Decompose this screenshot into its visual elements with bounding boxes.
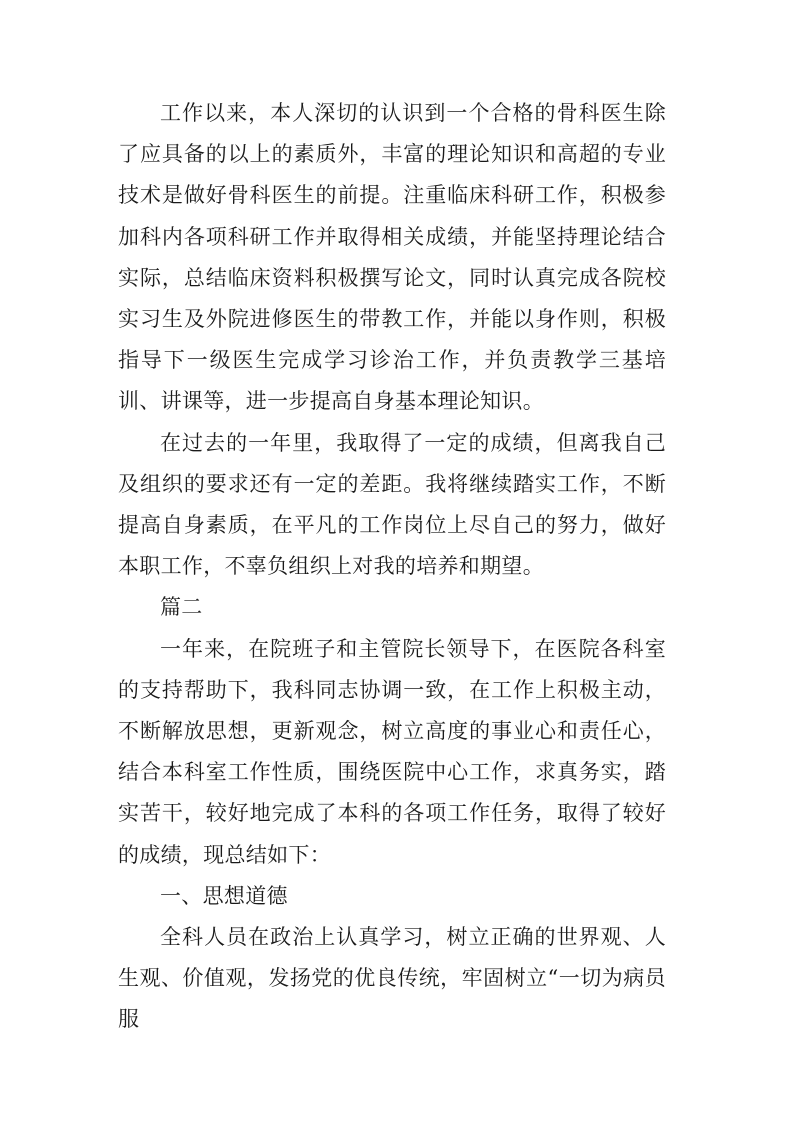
paragraph-work-summary: 工作以来，本人深切的认识到一个合格的骨科医生除了应具备的以上的素质外，丰富的理论知识和高超的专业技术是做好骨科医生的前提。注重临床科研工作，积极参加科内各项科研工作并取得相关成绩，并能坚持理论结合实际，总结临床资料积极撰写论文，同时认真完成各院校实习生及外院进修医生的带教工作，并能以身作则，积极指导下一级医生完成学习诊治工作，并负责教学三基培训、讲课等，进一步提高自身基本理论知识。 xyxy=(118,101,666,414)
paragraph-political-study: 全科人员在政治上认真学习，树立正确的世界观、人生观、价值观，发扬党的优良传统，牢固树立“一切为病员服 xyxy=(118,925,666,1032)
section-heading-part-two: 篇二 xyxy=(160,595,203,620)
paragraph-year-overview: 一年来，在院班子和主管院长领导下，在医院各科室的支持帮助下，我科同志协调一致，在工作上积极主动，不断解放思想，更新观念，树立高度的事业心和责任心，结合本科室工作性质，围绕医院中心工作，求真务实，踏实苦干，较好地完成了本科的各项工作任务，取得了较好的成绩，现总结如下： xyxy=(118,636,666,867)
document-body xyxy=(118,93,666,1041)
paragraph-past-year: 在过去的一年里，我取得了一定的成绩，但离我自己及组织的要求还有一定的差距。我将继续踏实工作，不断提高自身素质，在平凡的工作岗位上尽自己的努力，做好本职工作，不辜负组织上对我的培养和期望。 xyxy=(118,430,666,579)
section-heading-ideology: 一、思想道德 xyxy=(160,883,288,908)
